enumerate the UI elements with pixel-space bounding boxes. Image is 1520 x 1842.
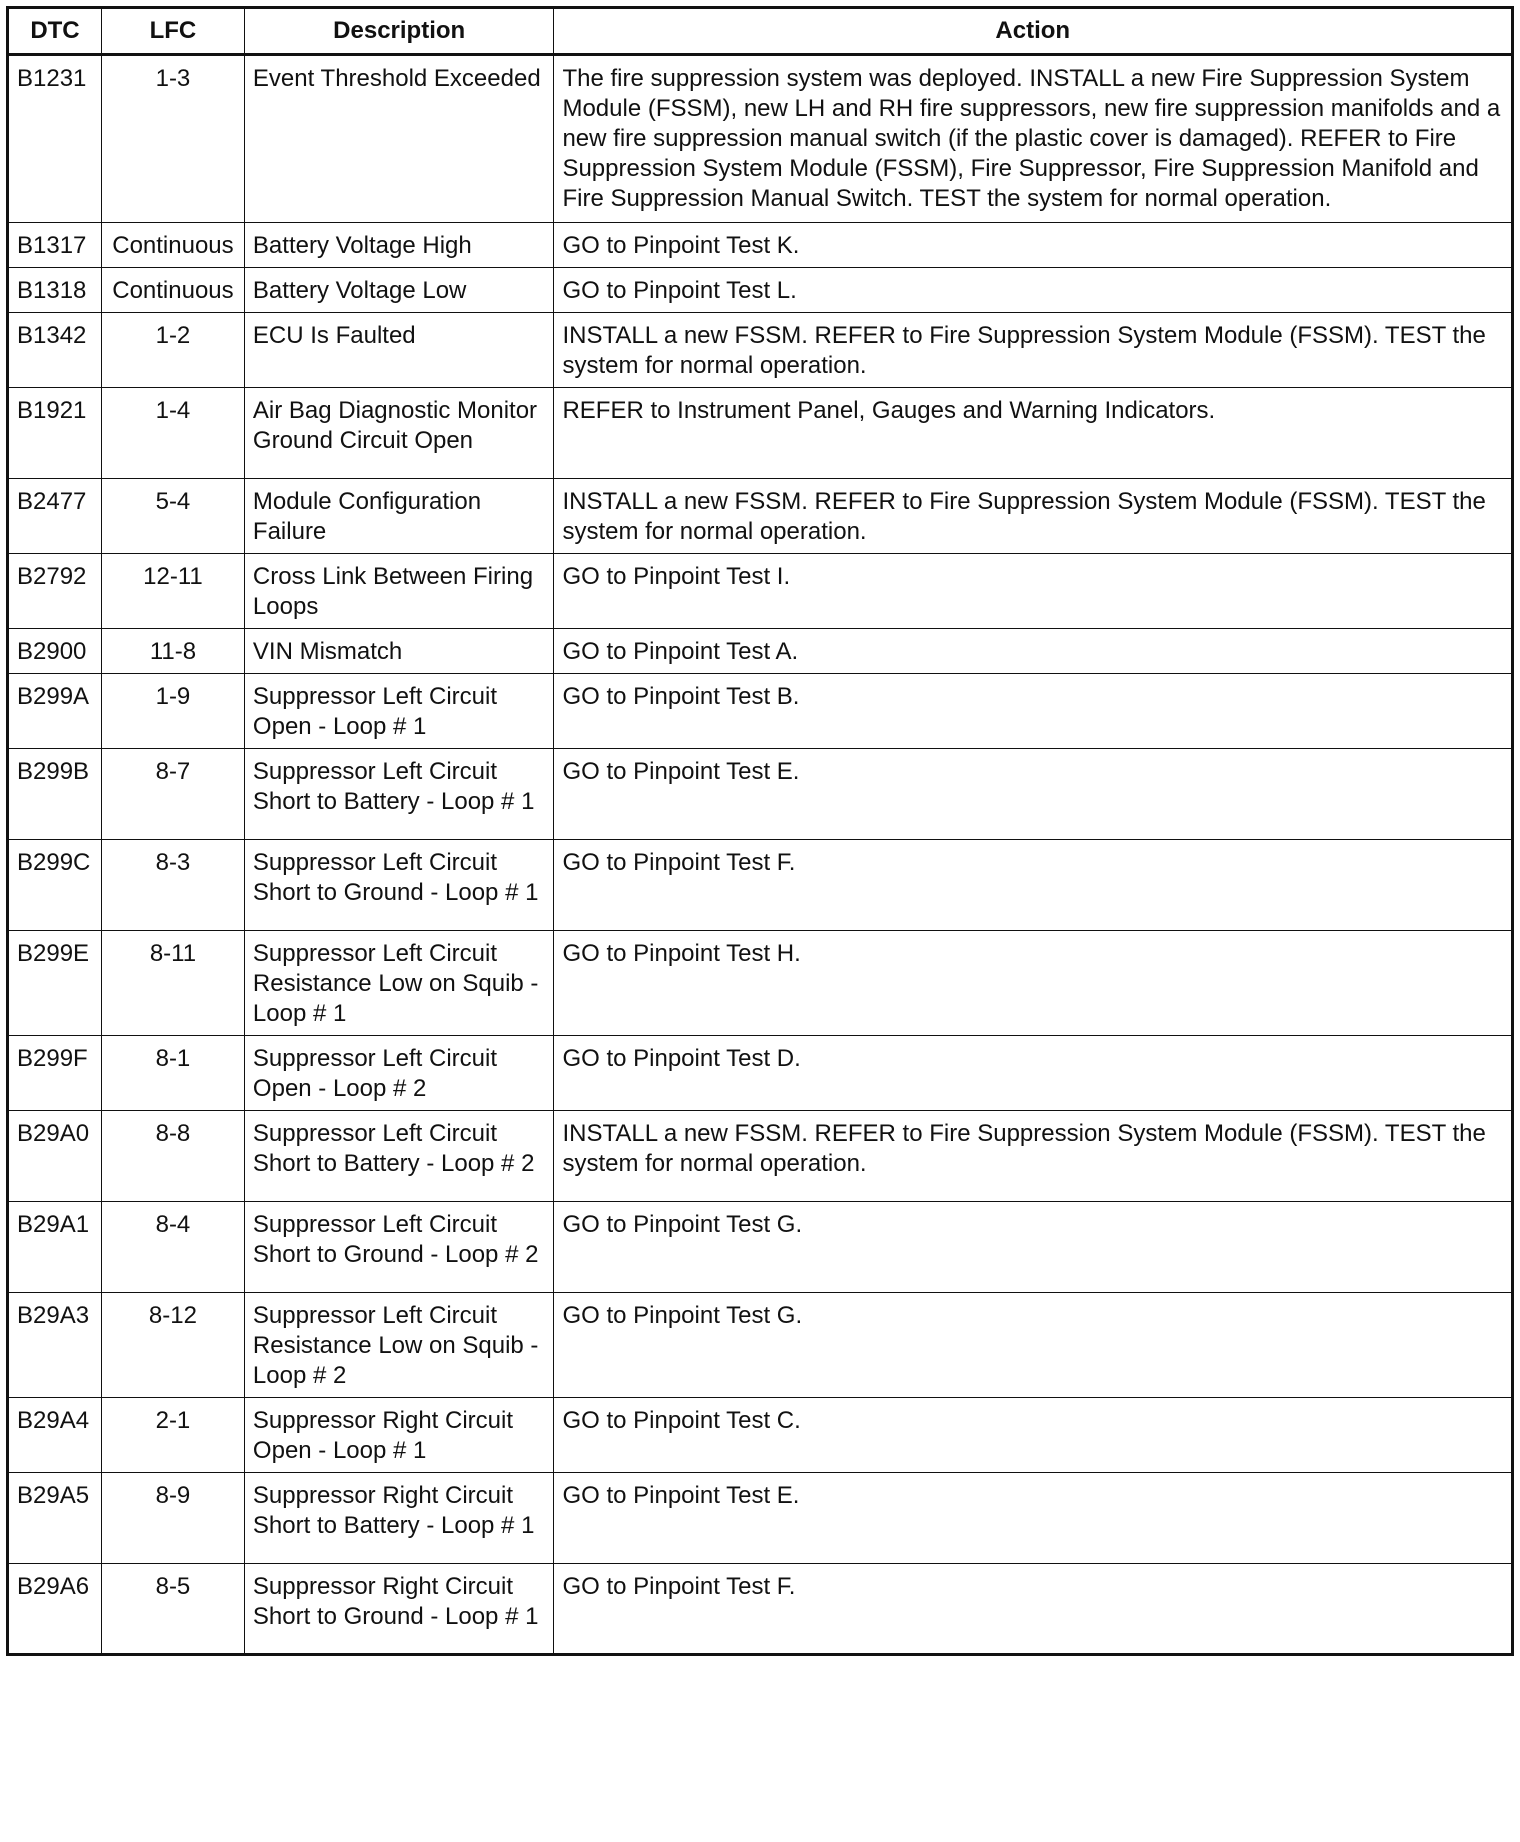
dtc-cell: B1231 [8, 55, 102, 223]
header-lfc: LFC [101, 8, 244, 55]
action-cell: GO to Pinpoint Test H. [554, 931, 1513, 1036]
lfc-cell: 8-11 [101, 931, 244, 1036]
description-cell: Suppressor Right Circuit Short to Battery - Loop # 1 [244, 1473, 554, 1564]
table-row [8, 674, 1513, 749]
action-cell: GO to Pinpoint Test F. [554, 1564, 1513, 1655]
description-cell: Module Configuration Failure [244, 479, 554, 554]
action-cell: GO to Pinpoint Test F. [554, 840, 1513, 931]
action-cell: GO to Pinpoint Test K. [554, 223, 1513, 268]
lfc-cell: 8-7 [101, 749, 244, 840]
table-row [8, 479, 1513, 554]
dtc-cell: B29A6 [8, 1564, 102, 1655]
action-cell: GO to Pinpoint Test G. [554, 1293, 1513, 1398]
action-cell: INSTALL a new FSSM. REFER to Fire Suppression System Module (FSSM). TEST the system for normal operation. [554, 1111, 1513, 1202]
table-row [8, 931, 1513, 1036]
header-description: Description [244, 8, 554, 55]
dtc-cell: B29A0 [8, 1111, 102, 1202]
description-cell: ECU Is Faulted [244, 313, 554, 388]
dtc-cell: B1342 [8, 313, 102, 388]
lfc-cell: 8-4 [101, 1202, 244, 1293]
description-cell: Suppressor Left Circuit Open - Loop # 2 [244, 1036, 554, 1111]
header-row [8, 8, 1513, 55]
action-cell: GO to Pinpoint Test E. [554, 1473, 1513, 1564]
lfc-cell: 5-4 [101, 479, 244, 554]
lfc-cell: 8-12 [101, 1293, 244, 1398]
dtc-cell: B29A3 [8, 1293, 102, 1398]
description-cell: Battery Voltage High [244, 223, 554, 268]
lfc-cell: Continuous [101, 268, 244, 313]
lfc-cell: 2-1 [101, 1398, 244, 1473]
description-cell: VIN Mismatch [244, 629, 554, 674]
dtc-cell: B299F [8, 1036, 102, 1111]
description-cell: Suppressor Left Circuit Short to Battery - Loop # 2 [244, 1111, 554, 1202]
description-cell: Event Threshold Exceeded [244, 55, 554, 223]
lfc-cell: 1-3 [101, 55, 244, 223]
description-cell: Suppressor Right Circuit Short to Ground - Loop # 1 [244, 1564, 554, 1655]
lfc-cell: 11-8 [101, 629, 244, 674]
table-row [8, 749, 1513, 840]
description-cell: Suppressor Right Circuit Open - Loop # 1 [244, 1398, 554, 1473]
table-row [8, 1398, 1513, 1473]
description-cell: Suppressor Left Circuit Resistance Low on Squib - Loop # 1 [244, 931, 554, 1036]
dtc-table-container [6, 6, 1514, 1656]
dtc-cell: B1317 [8, 223, 102, 268]
table-row [8, 223, 1513, 268]
description-cell: Suppressor Left Circuit Resistance Low on Squib - Loop # 2 [244, 1293, 554, 1398]
table-row [8, 840, 1513, 931]
action-cell: REFER to Instrument Panel, Gauges and Warning Indicators. [554, 388, 1513, 479]
dtc-cell: B2900 [8, 629, 102, 674]
table-row [8, 1293, 1513, 1398]
header-action: Action [554, 8, 1513, 55]
dtc-cell: B299E [8, 931, 102, 1036]
table-row [8, 55, 1513, 223]
lfc-cell: 8-1 [101, 1036, 244, 1111]
action-cell: GO to Pinpoint Test B. [554, 674, 1513, 749]
dtc-cell: B2792 [8, 554, 102, 629]
description-cell: Suppressor Left Circuit Open - Loop # 1 [244, 674, 554, 749]
header-dtc: DTC [8, 8, 102, 55]
table-row [8, 1111, 1513, 1202]
description-cell: Battery Voltage Low [244, 268, 554, 313]
table-row [8, 554, 1513, 629]
table-row [8, 268, 1513, 313]
action-cell: The fire suppression system was deployed. INSTALL a new Fire Suppression System Module (FSSM), new LH and RH fire suppressors, new fire suppression manifolds and a new fire suppression manual switch (if the plastic cover is damaged). REFER to Fire Suppression System Module (FSSM), Fire Suppressor, Fire Suppression Manifold and Fire Suppression Manual Switch. TEST the system for normal operation. [554, 55, 1513, 223]
lfc-cell: 8-5 [101, 1564, 244, 1655]
dtc-cell: B299B [8, 749, 102, 840]
table-row [8, 1202, 1513, 1293]
lfc-cell: 1-2 [101, 313, 244, 388]
lfc-cell: 1-9 [101, 674, 244, 749]
description-cell: Cross Link Between Firing Loops [244, 554, 554, 629]
lfc-cell: 12-11 [101, 554, 244, 629]
description-cell: Suppressor Left Circuit Short to Ground - Loop # 1 [244, 840, 554, 931]
action-cell: GO to Pinpoint Test G. [554, 1202, 1513, 1293]
dtc-cell: B299C [8, 840, 102, 931]
dtc-table [6, 6, 1514, 1656]
action-cell: INSTALL a new FSSM. REFER to Fire Suppression System Module (FSSM). TEST the system for normal operation. [554, 313, 1513, 388]
action-cell: GO to Pinpoint Test C. [554, 1398, 1513, 1473]
description-cell: Suppressor Left Circuit Short to Ground - Loop # 2 [244, 1202, 554, 1293]
dtc-cell: B299A [8, 674, 102, 749]
action-cell: GO to Pinpoint Test I. [554, 554, 1513, 629]
table-row [8, 1036, 1513, 1111]
action-cell: GO to Pinpoint Test D. [554, 1036, 1513, 1111]
lfc-cell: Continuous [101, 223, 244, 268]
lfc-cell: 1-4 [101, 388, 244, 479]
lfc-cell: 8-8 [101, 1111, 244, 1202]
table-header [8, 8, 1513, 55]
dtc-cell: B1921 [8, 388, 102, 479]
table-row [8, 1473, 1513, 1564]
table-row [8, 313, 1513, 388]
lfc-cell: 8-9 [101, 1473, 244, 1564]
action-cell: GO to Pinpoint Test L. [554, 268, 1513, 313]
action-cell: INSTALL a new FSSM. REFER to Fire Suppression System Module (FSSM). TEST the system for normal operation. [554, 479, 1513, 554]
table-row [8, 629, 1513, 674]
action-cell: GO to Pinpoint Test E. [554, 749, 1513, 840]
description-cell: Suppressor Left Circuit Short to Battery - Loop # 1 [244, 749, 554, 840]
dtc-cell: B2477 [8, 479, 102, 554]
dtc-cell: B29A5 [8, 1473, 102, 1564]
dtc-cell: B1318 [8, 268, 102, 313]
dtc-cell: B29A4 [8, 1398, 102, 1473]
action-cell: GO to Pinpoint Test A. [554, 629, 1513, 674]
dtc-cell: B29A1 [8, 1202, 102, 1293]
table-body [8, 55, 1513, 1655]
lfc-cell: 8-3 [101, 840, 244, 931]
table-row [8, 388, 1513, 479]
description-cell: Air Bag Diagnostic Monitor Ground Circuit Open [244, 388, 554, 479]
table-row [8, 1564, 1513, 1655]
